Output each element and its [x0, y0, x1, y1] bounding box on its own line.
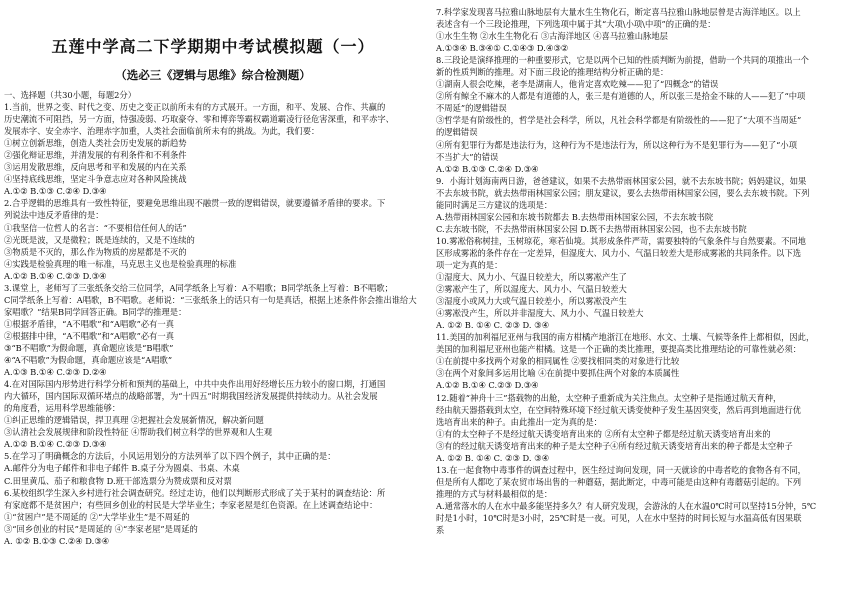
text-line: ①在前提中多找两个对象的相同属性 ②要找相同类的对象进行比较: [436, 356, 680, 367]
text-line: C.田里黄瓜、茄子和粮食物 D.班干部选票分为赞成票和反对票: [4, 475, 232, 486]
text-line: ①水生生物 ②水生生物化石 ③古海洋地区 ④喜马拉雅山脉地层: [436, 31, 668, 42]
text-line: 1.当前，世界之变、时代之变、历史之变正以前所未有的方式展开。一方面，和平、发展、合作、共赢的: [4, 102, 386, 113]
text-line: A.①③ B.①④ C.②③ D.②④: [4, 367, 107, 378]
text-line: A.①② B.①③ C.②④ D.③④: [4, 186, 107, 197]
text-line: ③“回乡创业的村民”是周延的 ④“李家老屋”是周延的: [4, 523, 198, 534]
text-line: 有家庭都不是贫困户；有些回乡创业的村民是大学毕业生；李家老屋是红色资源。在上述调查结论中：: [4, 499, 378, 510]
text-line: 时是1小时，10℃时是3小时，25℃时是一夜。可见，人在水中坚持的时间长短与水温高低有因果联: [436, 512, 802, 523]
text-line: ③哲学是有阶级性的，哲学是社会科学，所以，凡社会科学都是有阶级性的——犯了“大项不当周延”: [436, 115, 802, 126]
text-line: ①根据矛盾律，“A不唱歌”和“A唱歌”必有一真: [4, 318, 174, 329]
text-line: 12.随着“神舟十三”搭载物的出舱，太空种子重新成为关注焦点。太空种子是指通过航天育种，: [436, 392, 782, 403]
text-line: ②强化辩证思维，并清发展的有利条件和不利条件: [4, 150, 187, 161]
text-line: ③在两个对象间多运用比喻 ④在前提中要抓住两个对象的本质属性: [436, 368, 680, 379]
text-line: 新的性质判断的推理。对下面三段论的推理结构分析正确的是：: [436, 67, 669, 78]
text-line: 推理的方式与材料最相似的是：: [436, 488, 553, 499]
text-line: ②雾凇产生了，所以湿度大、风力小、气温日较差大: [436, 284, 627, 295]
text-line: 不当扩大”的错误: [436, 151, 499, 162]
text-line: ①树立创新思维，创造人类社会历史发展的新趋势: [4, 138, 187, 149]
text-line: 2.合乎逻辑的思维具有一致性特征，要避免思维出现不融贯一致的逻辑错误，就要遵循矛盾律的要求。下: [4, 198, 386, 209]
text-line: A.①② B.①④ C.②③ D.③④: [436, 380, 539, 391]
text-line: 但是所有人都吃了某农贸市场出售的一种蘑菇，据此断定，中毒可能是由这种有毒蘑菇引起的。下列: [436, 476, 802, 487]
text-line: A. ①② B.①③ C.②④ D.③④: [4, 535, 110, 546]
text-line: 10.雾凇俗称树挂，玉树琼花，寒若仙境。其形成条件严苛，需要独特的气象条件与自然要素。不同地: [436, 235, 806, 246]
text-line: ④“A不唱歌”为假命题，真命题应该是“A唱歌”: [4, 355, 173, 366]
left-column: [4, 0, 422, 607]
text-line: 9．小海计划海南两日游，爸爸建议，如果不去热带雨林国家公园，就不去东坡书院；妈妈建议，如果: [436, 175, 807, 186]
text-line: 项一定为真的是：: [436, 259, 503, 270]
left-text-block: [4, 89, 422, 547]
text-line: ③物质是不灭的，那么作为物质的房屋都是不灭的: [4, 246, 187, 257]
text-line: ②所有鲸全不麻木的人都是有道德的人，张三是有道德的人，所以张三是拾金不昧的人——犯了“中项: [436, 91, 806, 102]
text-line: ①我坚信一位哲人的名言：“不要相信任何人的话”: [4, 222, 187, 233]
text-line: ④雾凇没产生，所以并非湿度大、风力小、气温日较差大: [436, 308, 644, 319]
text-line: 家唱歌？”结果B同学回答正确。B同学的推理是：: [4, 306, 187, 317]
text-line: 11.美国的加利福尼亚州与我国的南方柑橘产地浙江在地形、水文、土壤、气候等条件上都相似，因此，: [436, 332, 815, 343]
text-line: 能同时满足三方建议的选项是：: [436, 199, 553, 210]
text-line: 发展赤字、安全赤字、治理赤字加重，人类社会面临前所未有的挑战。为此，我们要：: [4, 126, 320, 137]
text-line: ③有的经过航天诱变培育出来的种子是太空种子④所有经过航天诱变培育出来的种子都是太空种子: [436, 440, 793, 451]
text-line: 不去东坡书院，就去热带雨林国家公园；朋友建议，要么去热带雨林国家公园，要么去东坡书院。下列: [436, 187, 810, 198]
text-line: ①纠正思维的逻辑错误，捍卫真理 ②把握社会发展新情况，解决新问题: [4, 415, 264, 426]
text-line: 选培育出来的种子。由此推出一定为真的是：: [436, 416, 602, 427]
text-line: 6.某校组织学生深入乡村进行社会调查研究。经过走访，他们以判断形式形成了关于某村的调查结论：所: [4, 487, 386, 498]
text-line: A.①② B.①④ C.②③ D.③④: [4, 270, 107, 281]
text-line: A.①② B.①④ C.②③ D.③④: [4, 439, 107, 450]
text-line: A. ①② B. ①④ C. ②③ D. ③④: [436, 320, 550, 331]
text-line: 区形成雾凇的条件存在一定差异，但湿度大、风力小、气温日较差大是形成雾凇的共同条件。以下选: [436, 247, 802, 258]
text-line: C同学纸条上写着：A唱歌，B不唱歌。老师说：“三张纸条上的话只有一句是真话，根据上述条件你会推出谁给大: [4, 294, 417, 305]
text-line: ②根据排中律，“A不唱歌”和“A唱歌”必有一真: [4, 330, 174, 341]
text-line: ③“B不唱歌”为假命题，真命题应该是“B唱歌”: [4, 342, 174, 353]
right-text-block: [436, 6, 856, 536]
text-line: A. ①② B. ①④ C. ②③ D. ③④: [436, 452, 550, 463]
text-line: 经由航天器搭载到太空，在空间特殊环境下经过航天诱变使种子发生基因突变，然后再到地面进行优: [436, 404, 802, 415]
text-line: 美国的加利福尼亚州也能产柑橘。这是一个正确的类比推理，要提高类比推理结论的可靠性就必须：: [436, 344, 802, 355]
text-line: A.邮件分为电子邮件和非电子邮件 B.桌子分为圆桌、书桌、木桌: [4, 463, 240, 474]
text-line: ③运用发散思维，反向思考和平和发展的内在关系: [4, 162, 187, 173]
text-line: ①湿度大、风力小、气温日较差大，所以雾凇产生了: [436, 272, 627, 283]
text-line: 8.三段论是演绎推理的一种重要形式，它是以两个已知的性质判断为前提，借助一个共同的项推出一个: [436, 55, 809, 66]
text-line: 7.科学家发现喜马拉雅山脉地层有大量水生生物化石，断定喜马拉雅山脉地层曾是古海洋地区。以上: [436, 7, 801, 17]
text-line: A.①② B.①③ C.②④ D.③④: [436, 163, 539, 174]
text-line: A.通常落水的人在水中最多能坚持多久？有人研究发现，会游泳的人在水温0℃时可以坚持15分钟，5℃: [436, 500, 817, 511]
text-line: 13.在一起食物中毒事件的调查过程中，医生经过询问发现，同一天就诊的中毒者吃的食物各有不同，: [436, 464, 806, 475]
text-line: ①湖南人很会吃辣，老李是湖南人，他肯定喜欢吃辣——犯了“四概念”的错误: [436, 79, 719, 90]
text-line: 不周延”的逻辑错误: [436, 103, 507, 114]
text-line: 一、选择题（共30小题，每题2分）: [4, 90, 136, 100]
text-line: ④实践是检验真理的唯一标准，马克思主义也是检验真理的标准: [4, 258, 237, 269]
page-subtitle: （选必三《逻辑与思维》综合检测题）: [115, 68, 311, 82]
text-line: C.去东坡书院，不去热带雨林国家公园 D.既不去热带雨林国家公园，也不去东坡书院: [436, 223, 747, 234]
text-line: 内大循环，国内国际双循环堵点的战略部署，为“十四五”时期我国经济发展提供持续动力。从社会发展: [4, 391, 378, 402]
text-line: 5.在学习了明确概念的方法后，小风运用划分的方法列举了以下四个例子，其中正确的是：: [4, 451, 336, 462]
text-line: A.①③④ B.③④① C.①④③ D.④③②: [436, 43, 569, 54]
text-line: ②光既是波，又是微粒；既是连续的，又是不连续的: [4, 234, 195, 245]
text-line: ③认清社会发展规律和阶段性特征 ④帮助我们树立科学的世界观和人生观: [4, 427, 273, 438]
text-line: ①“贫困户”是不周延的 ②“大学毕业生”是不周延的: [4, 511, 190, 522]
text-line: 3.课堂上，老师写了三张纸条交给三位同学，A同学纸条上写着：A不唱歌；B同学纸条上写着：B不唱歌；: [4, 282, 393, 293]
text-line: 列说法中违反矛盾律的是：: [4, 210, 104, 221]
text-line: ③湿度小或风力大或气温日较差小，所以雾凇没产生: [436, 296, 627, 307]
text-line: 历史潮流不可阻挡，另一方面，恃强凌弱、巧取豪夺、零和博弈等霸权霸道霸凌行径危害深重，和平赤字、: [4, 114, 394, 125]
text-line: 的逻辑错误: [436, 127, 478, 138]
text-line: ①有的太空种子不是经过航天诱变培育出来的 ②所有太空种子都是经过航天诱变培育出来的: [436, 428, 771, 439]
text-line: 的角度看，运用科学思维能够：: [4, 403, 121, 414]
text-line: ④所有犯罪行为都是违法行为，这种行为不是违法行为，所以这种行为不是犯罪行为——犯了“小项: [436, 139, 798, 150]
right-column: [436, 0, 856, 607]
text-line: ④坚持底线思维，坚定斗争意志应对各种风险挑战: [4, 174, 187, 185]
text-line: 表述含有一个三段论推理，下列选项中属于其“大项\小项\中项”的正确的是：: [436, 19, 716, 30]
text-line: 系: [436, 525, 445, 536]
text-line: A.热带雨林国家公园和东坡书院都去 B.去热带雨林国家公园，不去东坡书院: [436, 211, 714, 222]
page-title: 五莲中学高二下学期期中考试模拟题（一）: [51, 37, 375, 56]
text-line: 4.在对国际国内形势进行科学分析和预判的基础上，中共中央作出用好经增长压力较小的窗口期，打通国: [4, 379, 386, 390]
